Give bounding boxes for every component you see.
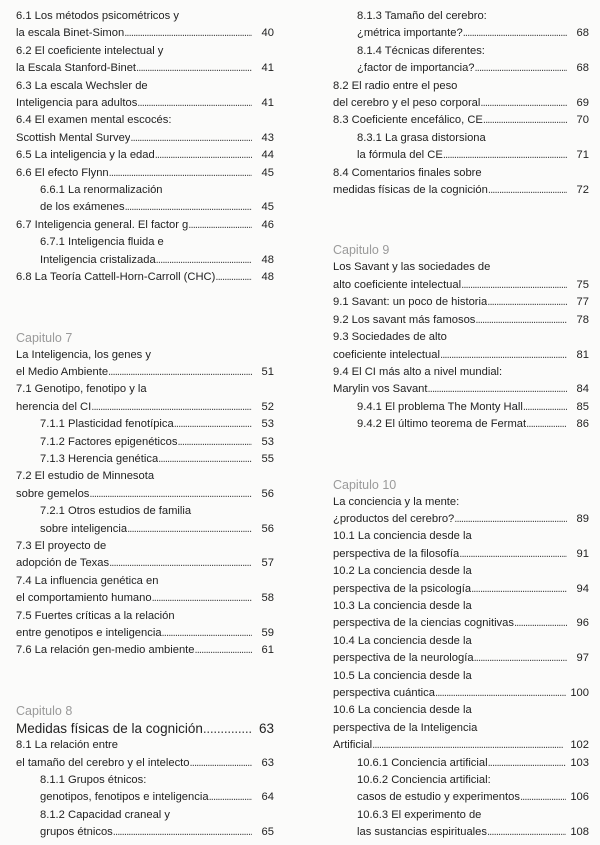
page-number: 84	[576, 383, 589, 396]
toc-entry[interactable]	[333, 528, 589, 563]
page-number: 78	[576, 313, 589, 326]
toc-entry-text: 7.6 La relación gen-medio ambiente	[16, 644, 195, 657]
toc-entry-text: 9.4.1 El problema The Monty Hall	[357, 400, 523, 413]
toc-entry-text: 8.3 Coeficiente encefálico, CE	[333, 114, 483, 127]
toc-entry-text: el tamaño del cerebro y el intelecto	[16, 756, 190, 769]
dot-leader	[514, 615, 567, 632]
toc-entry-text: 9.3 Sociedades de alto	[333, 331, 447, 344]
dot-leader	[475, 60, 567, 77]
page-number: 81	[576, 348, 589, 361]
toc-entry-text: 7.1.3 Herencia genética	[40, 452, 159, 465]
toc-entry-text: 8.1 La relación entre	[16, 739, 118, 752]
toc-subentry[interactable]	[16, 807, 274, 842]
page-number: 106	[570, 791, 589, 804]
toc-entry-text: las sustancias espirituales	[357, 826, 487, 839]
toc-entry[interactable]	[333, 165, 589, 200]
dot-leader	[156, 252, 252, 269]
toc-entry[interactable]	[16, 468, 274, 503]
toc-entry-text: ¿productos del cerebro?	[333, 512, 455, 525]
page-number: 44	[261, 149, 274, 162]
toc-entry-text: genotipos, fenotipos e inteligencia	[40, 791, 209, 804]
page-number: 96	[576, 617, 589, 630]
toc-entry[interactable]	[16, 217, 274, 234]
toc-entry[interactable]	[16, 347, 274, 382]
toc-entry-text: Scottish Mental Survey	[16, 131, 131, 144]
page-number: 45	[261, 166, 274, 179]
dot-leader	[108, 364, 252, 381]
toc-subentry[interactable]	[333, 807, 589, 842]
toc-entry[interactable]	[16, 43, 274, 78]
toc-entry-text: 7.1.1 Plasticidad fenotípica	[40, 418, 174, 431]
page-number: 53	[261, 435, 274, 448]
toc-entry[interactable]	[333, 494, 589, 529]
toc-entry-text: 7.1.2 Factores epigenéticos	[40, 435, 178, 448]
toc-entry-text: 7.4 La influencia genética en	[16, 574, 159, 587]
page-number: 53	[261, 418, 274, 431]
page-number: 69	[576, 97, 589, 110]
toc-entry-text: perspectiva de la ciencias cognitivas	[333, 617, 514, 630]
toc-entry[interactable]	[16, 165, 274, 182]
toc-entry-text: 10.6.3 El experimento de	[357, 808, 482, 821]
toc-entry[interactable]	[333, 598, 589, 633]
toc-subentry[interactable]	[333, 416, 589, 433]
toc-subentry[interactable]	[333, 755, 589, 772]
dot-leader	[475, 312, 567, 329]
dot-leader	[109, 555, 252, 572]
dot-leader	[174, 416, 252, 433]
page-number: 85	[576, 400, 589, 413]
toc-entry-text: 8.1.4 Técnicas diferentes:	[357, 44, 485, 57]
page-number: 43	[261, 131, 274, 144]
toc-entry[interactable]	[333, 329, 589, 364]
toc-entry[interactable]	[333, 259, 589, 294]
dot-leader	[454, 511, 567, 528]
dot-leader	[523, 399, 567, 416]
toc-entry-text: 7.3 El proyecto de	[16, 539, 107, 552]
toc-entry[interactable]	[16, 737, 274, 772]
page-number: 64	[261, 791, 274, 804]
toc-entry-text: el Medio Ambiente	[16, 365, 109, 378]
toc-entry[interactable]	[16, 112, 274, 147]
dot-leader	[487, 294, 567, 311]
toc-entry-text: 10.4 La conciencia desde la	[333, 634, 472, 647]
page-number: 45	[261, 201, 274, 214]
dot-leader	[190, 755, 252, 772]
chapter-heading: Capitulo 10	[333, 477, 397, 492]
toc-entry[interactable]	[16, 720, 274, 737]
page-number: 40	[261, 27, 274, 40]
toc-entry[interactable]	[333, 702, 589, 754]
toc-entry-text: 6.7.1 Inteligencia fluida e	[40, 236, 164, 249]
toc-entry[interactable]	[16, 269, 274, 286]
dot-leader	[480, 95, 567, 112]
toc-entry[interactable]	[16, 642, 274, 659]
dot-leader	[203, 720, 252, 737]
page-number: 97	[576, 652, 589, 665]
toc-entry-text: La conciencia y la mente:	[333, 495, 460, 508]
dot-leader	[130, 130, 252, 147]
dot-leader	[483, 112, 567, 129]
toc-entry-text: 10.6.2 Conciencia artificial:	[357, 774, 491, 787]
page-number: 51	[261, 365, 274, 378]
toc-entry-text: alto coeficiente intelectual	[333, 278, 462, 291]
toc-subentry[interactable]	[16, 434, 274, 451]
chapter-heading: Capitulo 9	[333, 243, 390, 258]
toc-subentry[interactable]	[333, 8, 589, 43]
dot-leader	[113, 824, 252, 841]
toc-entry-text: 7.2.1 Otros estudios de familia	[40, 505, 192, 518]
toc-entry-text: 9.4 El CI más alto a nivel mundial:	[333, 365, 503, 378]
page-number: 56	[261, 487, 274, 500]
page-number: 57	[261, 557, 274, 570]
dot-leader	[372, 737, 566, 754]
toc-entry[interactable]	[16, 381, 274, 416]
dot-leader	[459, 546, 567, 563]
toc-entry-text: 6.7 Inteligencia general. El factor g	[16, 218, 189, 231]
toc-entry[interactable]	[16, 538, 274, 573]
toc-entry-text: grupos étnicos	[40, 826, 113, 839]
dot-leader	[443, 147, 567, 164]
toc-entry-text: ¿factor de importancia?	[357, 62, 475, 75]
page-number: 52	[261, 400, 274, 413]
dot-leader	[526, 416, 567, 433]
dot-leader	[440, 347, 567, 364]
dot-leader	[487, 824, 566, 841]
toc-entry-text: entre genotipos e inteligencia	[16, 627, 162, 639]
page-number: 89	[576, 512, 589, 525]
dot-leader	[162, 625, 252, 642]
toc-entry-text: adopción de Texas	[16, 557, 110, 570]
toc-entry[interactable]	[333, 563, 589, 598]
toc-entry-text: Marylin vos Savant	[333, 383, 428, 396]
dot-leader	[188, 217, 252, 234]
toc-entry[interactable]	[333, 312, 589, 329]
page-number: 108	[570, 826, 589, 839]
toc-entry-text: 9.2 Los savant más famosos	[333, 313, 476, 326]
toc-entry-text: coeficiente intelectual	[333, 348, 440, 361]
toc-entry-text: sobre gemelos	[16, 487, 90, 500]
chapter-heading: Capitulo 8	[16, 703, 73, 718]
section-spacer	[333, 434, 589, 476]
dot-leader	[461, 277, 567, 294]
toc-entry-text: herencia del CI	[16, 400, 92, 413]
toc-entry-text: sobre inteligencia	[40, 522, 128, 535]
toc-entry-text: perspectiva de la filosofía	[333, 547, 460, 560]
page-number: 48	[261, 271, 274, 284]
toc-entry-text: 10.2 La conciencia desde la	[333, 565, 472, 578]
dot-leader	[125, 199, 252, 216]
dot-leader	[195, 642, 253, 659]
toc-entry[interactable]	[333, 364, 589, 399]
toc-entry-text: 9.1 Savant: un poco de historia	[333, 296, 488, 309]
page-number: 102	[570, 739, 589, 752]
page-number: 59	[261, 627, 274, 639]
page-number: 77	[576, 296, 589, 309]
toc-entry-text: 8.1.2 Capacidad craneal y	[40, 808, 170, 821]
toc-entry-text: 8.1.3 Tamaño del cerebro:	[357, 10, 487, 22]
toc-entry-text: 8.1.1 Grupos étnicos:	[40, 774, 147, 787]
toc-right-column	[333, 8, 589, 842]
toc-entry-text: ¿métrica importante?	[357, 27, 463, 40]
toc-entry-text: Medidas físicas de la cognición	[16, 720, 203, 736]
dot-leader	[177, 434, 252, 451]
toc-entry-text: perspectiva cuántica	[333, 687, 435, 699]
toc-entry-text: casos de estudio y experimentos	[357, 791, 520, 804]
page-number: 103	[570, 756, 589, 769]
toc-entry[interactable]	[333, 633, 589, 668]
toc-entry-text: 10.6 La conciencia desde la	[333, 704, 472, 717]
toc-entry-text: Inteligencia para adultos	[16, 97, 138, 110]
toc-entry-text: La Inteligencia, los genes y	[16, 348, 151, 361]
dot-leader	[215, 269, 252, 286]
page-number: 70	[576, 114, 589, 127]
toc-subentry[interactable]	[333, 399, 589, 416]
toc-subentry[interactable]	[16, 416, 274, 433]
dot-leader	[209, 789, 252, 806]
toc-entry[interactable]	[16, 608, 274, 643]
toc-subentry[interactable]	[333, 43, 589, 78]
toc-entry-text: Los Savant y las sociedades de	[333, 261, 491, 274]
toc-entry-text: 8.4 Comentarios finales sobre	[333, 166, 482, 179]
dot-leader	[463, 25, 567, 42]
toc-entry-text: la Escala Stanford-Binet	[16, 62, 137, 75]
toc-entry-text: 6.6 El efecto Flynn	[16, 166, 109, 179]
dot-leader	[155, 147, 252, 164]
toc-entry[interactable]	[16, 78, 274, 113]
toc-entry[interactable]	[16, 147, 274, 164]
toc-left-column	[16, 8, 274, 842]
toc-entry-text: 7.1 Genotipo, fenotipo y la	[16, 383, 147, 396]
dot-leader	[488, 755, 567, 772]
toc-subentry[interactable]	[16, 451, 274, 468]
toc-entry-text: medidas físicas de la cognición	[333, 184, 488, 197]
page-number: 55	[261, 452, 274, 465]
page-number: 61	[261, 644, 274, 657]
dot-leader	[124, 25, 252, 42]
page-number: 41	[261, 62, 274, 75]
page-number: 68	[576, 62, 589, 75]
toc-subentry[interactable]	[333, 130, 589, 165]
page-number: 48	[261, 253, 274, 266]
dot-leader	[137, 95, 252, 112]
dot-leader	[136, 60, 252, 77]
toc-entry-text: la fórmula del CE	[357, 149, 443, 162]
toc-entry[interactable]	[16, 8, 274, 43]
toc-entry[interactable]	[333, 78, 589, 113]
dot-leader	[89, 486, 252, 503]
toc-entry-text: 9.4.2 El último teorema de Fermat	[357, 418, 527, 431]
section-spacer	[333, 199, 589, 241]
toc-entry-text: 6.6.1 La renormalización	[40, 184, 163, 197]
toc-entry-text: 7.5 Fuertes críticas a la relación	[16, 609, 175, 622]
toc-entry[interactable]	[333, 112, 589, 129]
dot-leader	[488, 182, 567, 199]
page-number: 71	[576, 149, 589, 162]
section-spacer	[16, 287, 274, 329]
toc-entry-text: el comportamiento humano	[16, 592, 152, 605]
dot-leader	[109, 165, 252, 182]
page-number: 58	[261, 592, 274, 605]
dot-leader	[428, 381, 567, 398]
toc-entry-text: la escala Binet-Simon	[16, 27, 125, 40]
section-spacer	[16, 660, 274, 702]
page-number: 63	[261, 756, 274, 769]
page-number: 91	[576, 547, 589, 560]
toc-entry-text: Artificial	[333, 739, 373, 752]
toc-entry-text: del cerebro y el peso corporal	[333, 97, 481, 110]
page-number: 56	[261, 522, 274, 535]
toc-entry-text: 7.2 El estudio de Minnesota	[16, 470, 155, 483]
dot-leader	[91, 399, 252, 416]
toc-entry-text: 6.3 La escala Wechsler de	[16, 79, 148, 92]
toc-entry-text: 10.6.1 Conciencia artificial	[357, 756, 488, 769]
toc-entry[interactable]	[333, 668, 589, 703]
page-number: 63	[258, 720, 274, 736]
dot-leader	[471, 581, 567, 598]
toc-entry-text: 10.1 La conciencia desde la	[333, 530, 472, 543]
toc-subentry[interactable]	[16, 234, 274, 269]
page-number: 46	[261, 218, 274, 231]
toc-entry-text: 10.3 La conciencia desde la	[333, 599, 472, 612]
toc-entry-text: perspectiva de la neurología	[333, 652, 474, 665]
page-number: 41	[261, 97, 274, 110]
toc-entry-text: 6.5 La inteligencia y la edad	[16, 149, 155, 162]
page-number: 68	[576, 27, 589, 40]
toc-entry-text: 6.8 La Teoría Cattell-Horn-Carroll (CHC)	[16, 271, 216, 284]
toc-subentry[interactable]	[16, 503, 274, 538]
toc-entry-text: 6.1 Los métodos psicométricos y	[16, 10, 179, 22]
toc-entry-text: 8.3.1 La grasa distorsiona	[357, 131, 486, 144]
toc-entry-text: 6.2 El coeficiente intelectual y	[16, 44, 164, 57]
dot-leader	[158, 451, 252, 468]
toc-entry-text: perspectiva de la Inteligencia	[333, 721, 478, 734]
page-number: 86	[576, 418, 589, 431]
dot-leader	[520, 789, 566, 806]
toc-subentry[interactable]	[333, 772, 589, 807]
dot-leader	[474, 650, 567, 667]
toc-entry-text: 6.4 El examen mental escocés:	[16, 114, 172, 127]
toc-entry-text: de los exámenes	[40, 201, 125, 214]
toc-subentry[interactable]	[16, 182, 274, 217]
page-number: 100	[570, 687, 589, 699]
toc-entry[interactable]	[333, 294, 589, 311]
chapter-heading: Capitulo 7	[16, 330, 73, 345]
toc-entry-text: 10.5 La conciencia desde la	[333, 669, 472, 682]
dot-leader	[127, 521, 252, 538]
page-number: 72	[576, 184, 589, 197]
toc-entry[interactable]	[16, 573, 274, 608]
toc-subentry[interactable]	[16, 772, 274, 807]
dot-leader	[152, 590, 252, 607]
toc-entry-text: perspectiva de la psicología	[333, 582, 472, 595]
dot-leader	[435, 685, 566, 702]
toc-entry-text: Inteligencia cristalizada	[40, 253, 156, 266]
page-number: 65	[261, 826, 274, 839]
toc-entry-text: 8.2 El radio entre el peso	[333, 79, 458, 92]
page-number: 75	[576, 278, 589, 291]
page-number: 94	[576, 582, 589, 595]
